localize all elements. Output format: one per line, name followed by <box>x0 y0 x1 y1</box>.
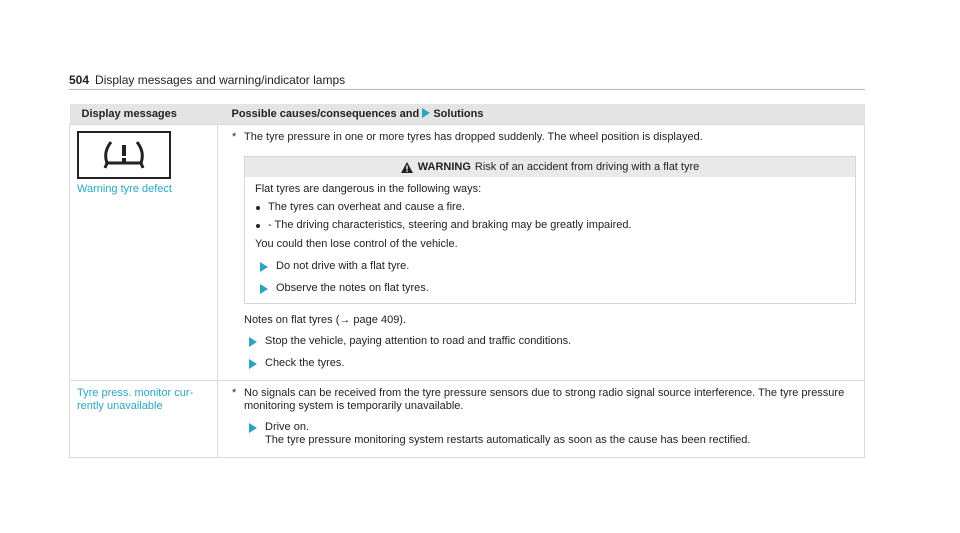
solution-step <box>244 421 856 434</box>
warning-outro: You could then lose control of the vehicle. <box>255 238 458 250</box>
warning-label: WARNING <box>417 161 471 173</box>
col-header-causes-solutions <box>218 104 865 125</box>
bullet-dot <box>256 206 260 210</box>
warning-body <box>245 177 855 303</box>
display-messages-table <box>69 104 865 458</box>
warning-title: Risk of an accident from driving with a flat tyre <box>474 161 700 173</box>
bullet-text: - The driving characteristics, steering and braking may be greatly impaired. <box>268 219 632 231</box>
tyre-pressure-warning-icon <box>77 131 171 179</box>
play-arrow-icon <box>249 423 257 433</box>
warning-box <box>244 156 856 304</box>
solution-step <box>244 335 856 348</box>
warning-intro: Flat tyres are dangerous in the following ways: <box>255 183 482 195</box>
play-arrow-icon <box>422 108 430 118</box>
cause-text <box>226 131 856 144</box>
message-cell <box>70 125 218 381</box>
cause-text <box>226 387 856 413</box>
solution-step <box>244 357 856 370</box>
table-header-row <box>70 104 865 125</box>
col-header-causes: Possible causes/consequences and <box>231 108 420 120</box>
play-arrow-icon <box>249 337 257 347</box>
cause-description: The tyre pressure in one or more tyres has dropped suddenly. The wheel position is displayed. <box>244 131 703 143</box>
page-header-title: Display messages and warning/indicator lamps <box>95 73 346 87</box>
warning-step <box>255 260 845 273</box>
step-text: Observe the notes on flat tyres. <box>276 282 429 294</box>
causes-cell <box>218 125 865 381</box>
cause-description: No signals can be received from the tyre pressure sensors due to strong radio signal source interference. The tyre pressure monitoring system is temporarily unavailable. <box>244 387 845 412</box>
warning-triangle-icon <box>401 162 413 173</box>
table-row <box>70 125 865 381</box>
col-header-display-messages: Display messages <box>70 104 218 125</box>
play-arrow-icon <box>260 284 268 294</box>
message-tpms-unavailable-line1: Tyre press. monitor cur- <box>77 387 194 399</box>
list-item <box>255 201 845 214</box>
message-warning-tyre-defect: Warning tyre defect <box>77 183 172 195</box>
bullet-dot <box>256 224 260 228</box>
notes-reference: Notes on flat tyres (→ page 409). <box>244 314 407 326</box>
play-arrow-icon <box>249 359 257 369</box>
step-text: Stop the vehicle, paying attention to road and traffic conditions. <box>265 335 572 347</box>
table-row <box>70 381 865 458</box>
footnote-star: * <box>232 131 237 143</box>
page-header <box>69 71 865 90</box>
causes-cell <box>218 381 865 458</box>
step-detail-text: The tyre pressure monitoring system restarts automatically as soon as the cause has been rectified. <box>265 434 751 446</box>
footnote-star: * <box>232 387 237 399</box>
bullet-text: The tyres can overheat and cause a fire. <box>268 201 465 213</box>
solution-step-detail <box>244 434 856 447</box>
step-text: Drive on. <box>265 421 310 433</box>
list-item <box>255 219 845 232</box>
warning-header <box>245 157 855 177</box>
message-tpms-unavailable-line2: rently unavailable <box>77 400 163 412</box>
message-cell <box>70 381 218 458</box>
play-arrow-icon <box>260 262 268 272</box>
step-text: Do not drive with a flat tyre. <box>276 260 410 272</box>
page-number: 504 <box>69 73 90 87</box>
step-text: Check the tyres. <box>265 357 345 369</box>
warning-step <box>255 282 845 295</box>
col-header-solutions: Solutions <box>433 108 484 120</box>
